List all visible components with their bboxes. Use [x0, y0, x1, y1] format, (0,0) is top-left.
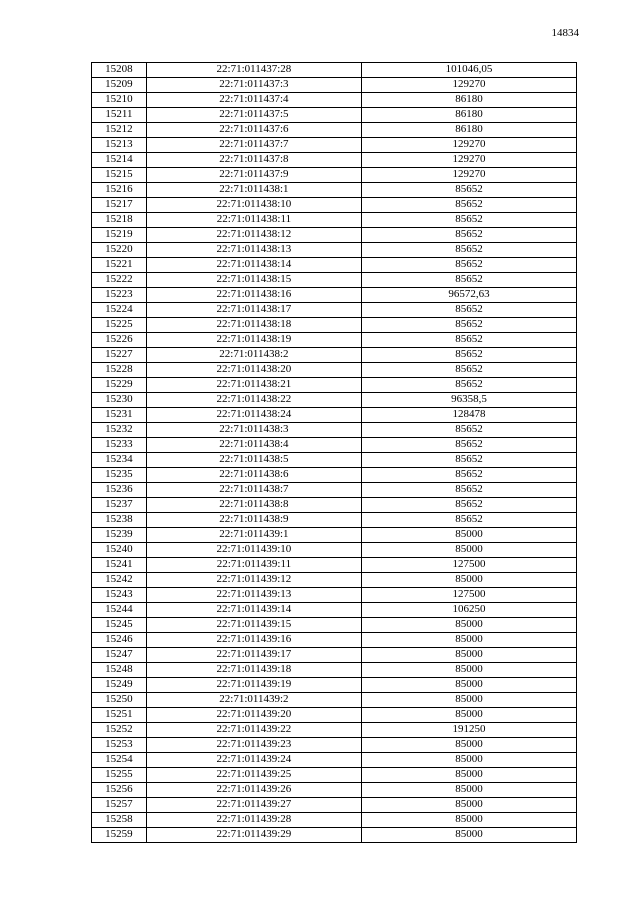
row-number-cell: 15246 [92, 633, 147, 648]
table-row [92, 513, 577, 528]
row-number-cell: 15209 [92, 78, 147, 93]
value-cell: 85000 [361, 753, 576, 768]
row-number-cell: 15208 [92, 63, 147, 78]
row-number-cell: 15259 [92, 828, 147, 843]
table-body [92, 63, 577, 843]
value-cell: 85652 [361, 378, 576, 393]
cadastral-number-cell: 22:71:011437:4 [146, 93, 361, 108]
cadastral-number-cell: 22:71:011438:11 [146, 213, 361, 228]
row-number-cell: 15224 [92, 303, 147, 318]
cadastral-number-cell: 22:71:011438:14 [146, 258, 361, 273]
row-number-cell: 15252 [92, 723, 147, 738]
cadastral-number-cell: 22:71:011439:18 [146, 663, 361, 678]
cadastral-number-cell: 22:71:011439:20 [146, 708, 361, 723]
value-cell: 106250 [361, 603, 576, 618]
table-row [92, 558, 577, 573]
row-number-cell: 15225 [92, 318, 147, 333]
value-cell: 129270 [361, 168, 576, 183]
table-row [92, 93, 577, 108]
row-number-cell: 15256 [92, 783, 147, 798]
row-number-cell: 15216 [92, 183, 147, 198]
row-number-cell: 15228 [92, 363, 147, 378]
row-number-cell: 15223 [92, 288, 147, 303]
value-cell: 85652 [361, 453, 576, 468]
table-row [92, 198, 577, 213]
table-row [92, 153, 577, 168]
row-number-cell: 15227 [92, 348, 147, 363]
value-cell: 85000 [361, 678, 576, 693]
cadastral-number-cell: 22:71:011438:8 [146, 498, 361, 513]
cadastral-number-cell: 22:71:011438:9 [146, 513, 361, 528]
value-cell: 85000 [361, 648, 576, 663]
cadastral-number-cell: 22:71:011439:25 [146, 768, 361, 783]
value-cell: 85652 [361, 438, 576, 453]
table-row [92, 663, 577, 678]
row-number-cell: 15218 [92, 213, 147, 228]
cadastral-number-cell: 22:71:011437:3 [146, 78, 361, 93]
value-cell: 85652 [361, 513, 576, 528]
value-cell: 85652 [361, 258, 576, 273]
value-cell: 85000 [361, 708, 576, 723]
cadastral-number-cell: 22:71:011438:2 [146, 348, 361, 363]
table-row [92, 333, 577, 348]
value-cell: 85652 [361, 303, 576, 318]
cadastral-number-cell: 22:71:011438:19 [146, 333, 361, 348]
value-cell: 85652 [361, 423, 576, 438]
value-cell: 85000 [361, 813, 576, 828]
cadastral-number-cell: 22:71:011439:11 [146, 558, 361, 573]
value-cell: 85000 [361, 768, 576, 783]
cadastral-number-cell: 22:71:011438:15 [146, 273, 361, 288]
table-row [92, 318, 577, 333]
table-row [92, 708, 577, 723]
value-cell: 85652 [361, 363, 576, 378]
row-number-cell: 15242 [92, 573, 147, 588]
cadastral-number-cell: 22:71:011437:6 [146, 123, 361, 138]
value-cell: 86180 [361, 123, 576, 138]
value-cell: 85652 [361, 273, 576, 288]
table-row [92, 363, 577, 378]
cadastral-number-cell: 22:71:011439:17 [146, 648, 361, 663]
cadastral-number-cell: 22:71:011438:24 [146, 408, 361, 423]
table-row [92, 693, 577, 708]
row-number-cell: 15244 [92, 603, 147, 618]
row-number-cell: 15212 [92, 123, 147, 138]
cadastral-number-cell: 22:71:011439:19 [146, 678, 361, 693]
table-row [92, 138, 577, 153]
value-cell: 86180 [361, 93, 576, 108]
table-row [92, 768, 577, 783]
cadastral-number-cell: 22:71:011438:6 [146, 468, 361, 483]
table-row [92, 468, 577, 483]
table-row [92, 633, 577, 648]
row-number-cell: 15249 [92, 678, 147, 693]
table-row [92, 723, 577, 738]
value-cell: 85000 [361, 618, 576, 633]
table-row [92, 78, 577, 93]
cadastral-number-cell: 22:71:011438:16 [146, 288, 361, 303]
cadastral-number-cell: 22:71:011439:15 [146, 618, 361, 633]
cadastral-number-cell: 22:71:011438:1 [146, 183, 361, 198]
table-row [92, 738, 577, 753]
table-row [92, 213, 577, 228]
cadastral-number-cell: 22:71:011438:7 [146, 483, 361, 498]
table-row [92, 498, 577, 513]
row-number-cell: 15232 [92, 423, 147, 438]
value-cell: 85652 [361, 183, 576, 198]
value-cell: 85652 [361, 333, 576, 348]
value-cell: 85000 [361, 633, 576, 648]
value-cell: 85000 [361, 528, 576, 543]
value-cell: 86180 [361, 108, 576, 123]
row-number-cell: 15222 [92, 273, 147, 288]
value-cell: 85000 [361, 738, 576, 753]
value-cell: 191250 [361, 723, 576, 738]
cadastral-number-cell: 22:71:011439:29 [146, 828, 361, 843]
value-cell: 85652 [361, 468, 576, 483]
cadastral-number-cell: 22:71:011438:18 [146, 318, 361, 333]
cadastral-number-cell: 22:71:011439:26 [146, 783, 361, 798]
table-row [92, 378, 577, 393]
row-number-cell: 15254 [92, 753, 147, 768]
row-number-cell: 15214 [92, 153, 147, 168]
cadastral-number-cell: 22:71:011438:21 [146, 378, 361, 393]
table-row [92, 618, 577, 633]
value-cell: 85652 [361, 213, 576, 228]
row-number-cell: 15247 [92, 648, 147, 663]
table-row [92, 408, 577, 423]
table-row [92, 168, 577, 183]
row-number-cell: 15240 [92, 543, 147, 558]
row-number-cell: 15238 [92, 513, 147, 528]
value-cell: 127500 [361, 588, 576, 603]
cadastral-number-cell: 22:71:011439:27 [146, 798, 361, 813]
row-number-cell: 15251 [92, 708, 147, 723]
table-row [92, 423, 577, 438]
table-row [92, 828, 577, 843]
cadastral-number-cell: 22:71:011439:23 [146, 738, 361, 753]
table-row [92, 573, 577, 588]
row-number-cell: 15241 [92, 558, 147, 573]
value-cell: 128478 [361, 408, 576, 423]
cadastral-number-cell: 22:71:011438:4 [146, 438, 361, 453]
value-cell: 85000 [361, 783, 576, 798]
value-cell: 85000 [361, 693, 576, 708]
row-number-cell: 15231 [92, 408, 147, 423]
row-number-cell: 15236 [92, 483, 147, 498]
cadastral-number-cell: 22:71:011438:10 [146, 198, 361, 213]
value-cell: 129270 [361, 78, 576, 93]
value-cell: 101046,05 [361, 63, 576, 78]
table-row [92, 483, 577, 498]
table-row [92, 258, 577, 273]
table-row [92, 783, 577, 798]
cadastral-number-cell: 22:71:011439:16 [146, 633, 361, 648]
table-row [92, 303, 577, 318]
row-number-cell: 15221 [92, 258, 147, 273]
cadastral-number-cell: 22:71:011438:12 [146, 228, 361, 243]
table-row [92, 63, 577, 78]
row-number-cell: 15258 [92, 813, 147, 828]
value-cell: 96358,5 [361, 393, 576, 408]
value-cell: 129270 [361, 153, 576, 168]
row-number-cell: 15248 [92, 663, 147, 678]
value-cell: 85000 [361, 573, 576, 588]
cadastral-number-cell: 22:71:011438:5 [146, 453, 361, 468]
value-cell: 85652 [361, 318, 576, 333]
table-row [92, 123, 577, 138]
table-row [92, 798, 577, 813]
row-number-cell: 15250 [92, 693, 147, 708]
table-row [92, 753, 577, 768]
table-row [92, 348, 577, 363]
cadastral-number-cell: 22:71:011437:9 [146, 168, 361, 183]
cadastral-number-cell: 22:71:011439:1 [146, 528, 361, 543]
value-cell: 96572,63 [361, 288, 576, 303]
cadastral-number-cell: 22:71:011439:22 [146, 723, 361, 738]
cadastral-number-cell: 22:71:011438:17 [146, 303, 361, 318]
table-row [92, 603, 577, 618]
table-row [92, 543, 577, 558]
value-cell: 85652 [361, 228, 576, 243]
cadastral-number-cell: 22:71:011439:24 [146, 753, 361, 768]
table-row [92, 288, 577, 303]
cadastral-number-cell: 22:71:011438:13 [146, 243, 361, 258]
table-row [92, 813, 577, 828]
table-row [92, 183, 577, 198]
row-number-cell: 15226 [92, 333, 147, 348]
row-number-cell: 15230 [92, 393, 147, 408]
table-row [92, 453, 577, 468]
cadastral-number-cell: 22:71:011437:7 [146, 138, 361, 153]
table-row [92, 108, 577, 123]
value-cell: 85000 [361, 663, 576, 678]
value-cell: 127500 [361, 558, 576, 573]
row-number-cell: 15211 [92, 108, 147, 123]
cadastral-number-cell: 22:71:011438:22 [146, 393, 361, 408]
row-number-cell: 15233 [92, 438, 147, 453]
value-cell: 85652 [361, 498, 576, 513]
cadastral-number-cell: 22:71:011439:10 [146, 543, 361, 558]
cadastral-number-cell: 22:71:011438:20 [146, 363, 361, 378]
cadastral-number-cell: 22:71:011439:14 [146, 603, 361, 618]
row-number-cell: 15245 [92, 618, 147, 633]
value-cell: 85000 [361, 828, 576, 843]
table-row [92, 648, 577, 663]
value-cell: 85000 [361, 543, 576, 558]
cadastral-number-cell: 22:71:011437:8 [146, 153, 361, 168]
value-cell: 85652 [361, 198, 576, 213]
row-number-cell: 15243 [92, 588, 147, 603]
table-row [92, 243, 577, 258]
value-cell: 85652 [361, 483, 576, 498]
cadastral-number-cell: 22:71:011439:2 [146, 693, 361, 708]
row-number-cell: 15253 [92, 738, 147, 753]
table-row [92, 393, 577, 408]
cadastral-number-cell: 22:71:011438:3 [146, 423, 361, 438]
cadastral-value-table [91, 62, 577, 843]
page-number: 14834 [551, 27, 579, 39]
row-number-cell: 15210 [92, 93, 147, 108]
row-number-cell: 15237 [92, 498, 147, 513]
row-number-cell: 15257 [92, 798, 147, 813]
row-number-cell: 15229 [92, 378, 147, 393]
cadastral-number-cell: 22:71:011439:12 [146, 573, 361, 588]
table-row [92, 678, 577, 693]
value-cell: 85652 [361, 243, 576, 258]
table-row [92, 273, 577, 288]
cadastral-number-cell: 22:71:011439:28 [146, 813, 361, 828]
row-number-cell: 15217 [92, 198, 147, 213]
row-number-cell: 15213 [92, 138, 147, 153]
row-number-cell: 15239 [92, 528, 147, 543]
cadastral-number-cell: 22:71:011439:13 [146, 588, 361, 603]
row-number-cell: 15220 [92, 243, 147, 258]
value-cell: 85652 [361, 348, 576, 363]
table-row [92, 588, 577, 603]
row-number-cell: 15235 [92, 468, 147, 483]
cadastral-number-cell: 22:71:011437:28 [146, 63, 361, 78]
row-number-cell: 15234 [92, 453, 147, 468]
row-number-cell: 15255 [92, 768, 147, 783]
value-cell: 129270 [361, 138, 576, 153]
table-row [92, 438, 577, 453]
table-row [92, 228, 577, 243]
row-number-cell: 15215 [92, 168, 147, 183]
cadastral-number-cell: 22:71:011437:5 [146, 108, 361, 123]
table-row [92, 528, 577, 543]
value-cell: 85000 [361, 798, 576, 813]
row-number-cell: 15219 [92, 228, 147, 243]
